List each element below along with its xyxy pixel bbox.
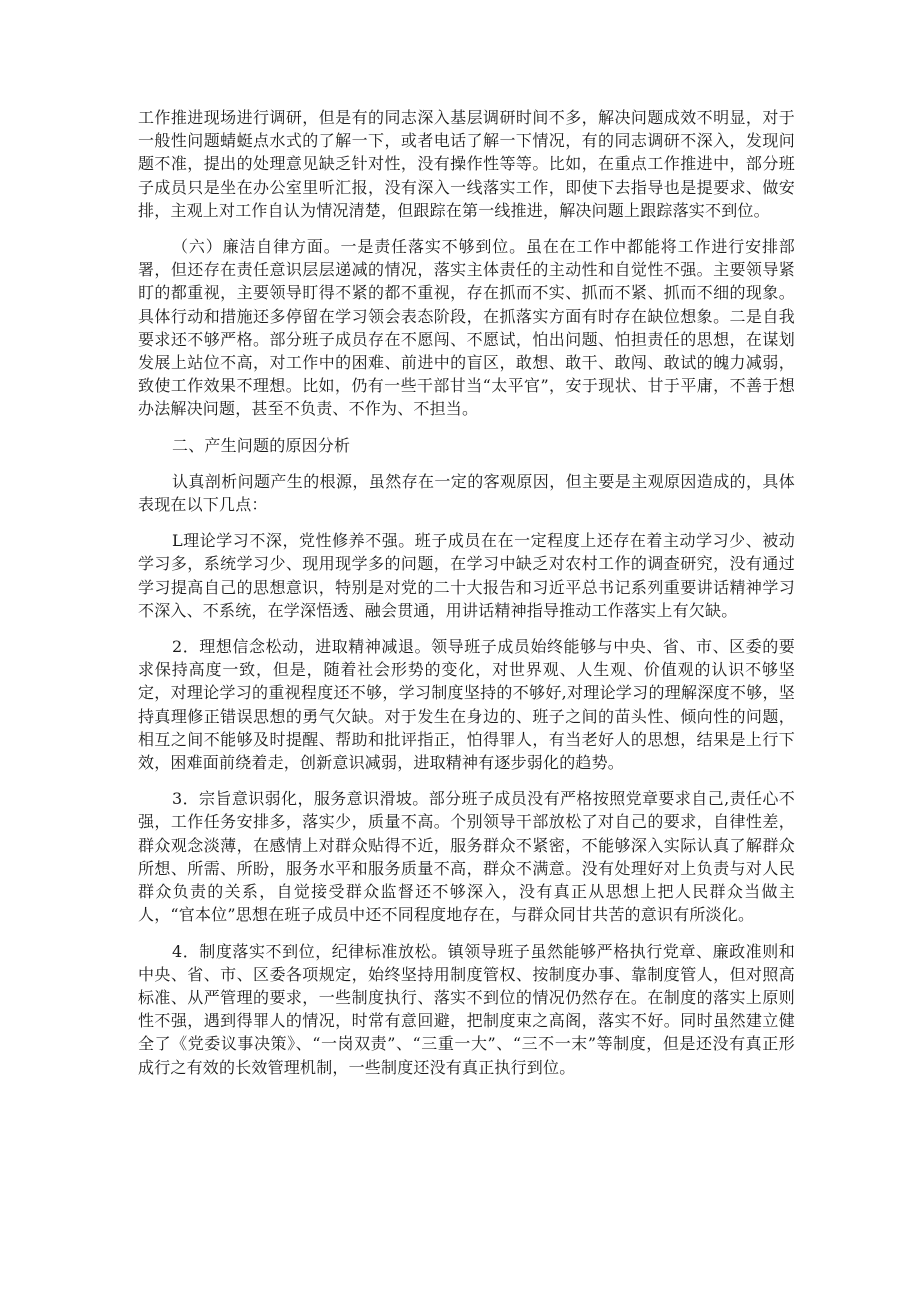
section-heading-cause-analysis: 二、产生问题的原因分析 [172,435,351,455]
paragraph-cause-1: L理论学习不深，党性修养不强。班子成员在在一定程度上还存在着主动学习少、被动学习多，系统学习少、现用现学多的问题，在学习中缺乏对农村工作的调查研究，没有通过学习提高自己的思想意识，特别是对党的二十大报告和习近平总书记系列重要讲话精神学习不深入、不系统，在学深悟透、融会贯通，用讲话精神指导推动工作落实上有欠缺。 [138,531,795,620]
paragraph-cause-4: 4．制度落实不到位，纪律标准放松。镇领导班子虽然能够严格执行党章、廉政准则和中央、省、市、区委各项规定，始终坚持用制度管权、按制度办事、靠制度管人，但对照高标准、从严管理的要求，一些制度执行、落实不到位的情况仍然存在。在制度的落实上原则性不强，遇到得罪人的情况，时常有意回避，把制度束之高阁，落实不好。同时虽然建立健全了《党委议事决策》、“一岗双责”、“三重一大”、“三不一末”等制度，但是还没有真正形成行之有效的长效管理机制，一些制度还没有真正执行到位。 [138,941,795,1077]
paragraph-cause-3: 3．宗旨意识弱化，服务意识滑坡。部分班子成员没有严格按照党章要求自己,责任心不强，工作任务安排多，落实少，质量不高。个别领导干部放松了对自己的要求，自律性差，群众观念淡薄，在感情上对群众贴得不近，服务群众不紧密，不能够深入实际认真了解群众所想、所需、所盼，服务水平和服务质量不高，群众不满意。没有处理好对上负责与对人民群众负责的关系，自觉接受群众监督还不够深入，没有真正从思想上把人民群众当做主人，“官本位”思想在班子成员中还不同程度地存在，与群众同甘共苦的意识有所淡化。 [138,789,795,925]
paragraph-integrity-self-discipline: （六）廉洁自律方面。一是责任落实不够到位。虽在在工作中都能将工作进行安排部署，但还存在责任意识层层递减的情况，落实主体责任的主动性和自觉性不强。主要领导紧盯的都重视，主要领导盯得不紧的都不重视，存在抓而不实、抓而不紧、抓而不细的现象。具体行动和措施还多停留在学习领会表态阶段，在抓落实方面有时存在缺位想象。二是自我要求还不够严格。部分班子成员存在不愿闯、不愿试，怕出问题、怕担责任的思想，在谋划发展上站位不高，对工作中的困难、前进中的盲区，敢想、敢干、敢闯、敢试的魄力减弱，致使工作效果不理想。比如，仍有一些干部甘当“太平官”，安于现状、甘于平庸，不善于想办法解决问题，甚至不负责、不作为、不担当。 [138,237,795,419]
paragraph-cause-2: 2．理想信念松动，进取精神减退。领导班子成员始终能够与中央、省、市、区委的要求保持高度一致，但是，随着社会形势的变化，对世界观、人生观、价值观的认识不够坚定，对理论学习的重视程度还不够，学习制度坚持的不够好,对理论学习的理解深度不够，坚持真理修正错误思想的勇气欠缺。对于发生在身边的、班子之间的苗头性、倾向性的问题，相互之间不能够及时提醒、帮助和批评指正，怕得罪人，有当老好人的思想，结果是上行下效，困难面前绕着走，创新意识减弱，进取精神有逐步弱化的趋势。 [138,637,795,773]
paragraph-root-cause-intro: 认真剖析问题产生的根源，虽然存在一定的客观原因，但主要是主观原因造成的，具体表现在以下几点： [138,471,795,515]
document-page [138,106,795,1092]
paragraph-continuation: 工作推进现场进行调研，但是有的同志深入基层调研时间不多，解决问题成效不明显，对于一般性问题蜻蜓点水式的了解一下，或者电话了解一下情况，有的同志调研不深入，发现问题不准，提出的处理意见缺乏针对性，没有操作性等等。比如，在重点工作推进中，部分班子成员只是坐在办公室里听汇报，没有深入一线落实工作，即使下去指导也是提要求、做安排，主观上对工作自认为情况清楚，但跟踪在第一线推进，解决问题上跟踪落实不到位。 [138,108,795,220]
